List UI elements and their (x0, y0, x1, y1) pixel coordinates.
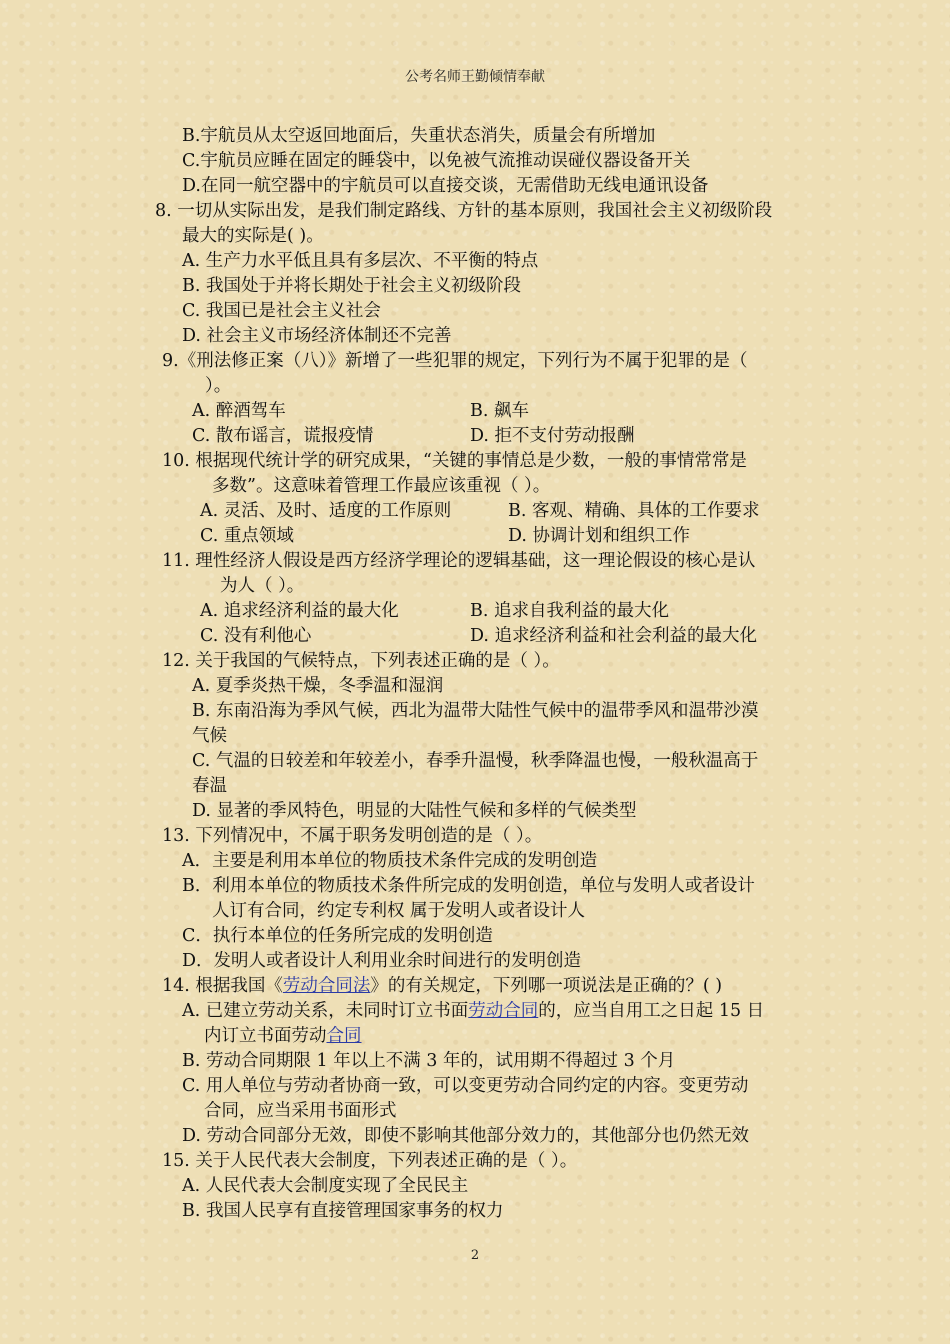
option-line: 春温 (192, 776, 227, 796)
option-line: A. 夏季炎热干燥，冬季温和湿润 (192, 676, 444, 696)
option-text: A. 已建立劳动关系，未同时订立书面 (182, 1001, 469, 1021)
question-line: 最大的实际是( )。 (182, 226, 324, 246)
question-13: 13. 下列情况中，不属于职务发明创造的是（ ）。 (162, 826, 543, 846)
option-line: A．主要是利用本单位的物质技术条件完成的发明创造 (182, 851, 598, 871)
option-line: A. 醉酒驾车 (192, 401, 286, 421)
option-line: B. 我国处于并将长期处于社会主义初级阶段 (182, 276, 521, 296)
option-line: A. 生产力水平低且具有多层次、不平衡的特点 (182, 251, 539, 271)
option-line: 人订有合同，约定专利权 属于发明人或者设计人 (212, 901, 586, 921)
option-line: D. 劳动合同部分无效，即使不影响其他部分效力的，其他部分也仍然无效 (182, 1126, 750, 1146)
option-line: C. 散布谣言，谎报疫情 (192, 426, 374, 446)
question-line: 多数”。这意味着管理工作最应该重视（ ）。 (212, 476, 551, 496)
option-line: 合同，应当采用书面形式 (204, 1101, 397, 1121)
option-text: 的，应当自用工之日起 15 日 (538, 1001, 765, 1021)
question-9: 9.《刑法修正案（八）》新增了一些犯罪的规定，下列行为不属于犯罪的是（ (162, 351, 748, 371)
option-line: B. 追求自我利益的最大化 (470, 601, 669, 621)
option-line: B. 飙车 (470, 401, 529, 421)
question-text: 》的有关规定，下列哪一项说法是正确的？( ) (370, 976, 723, 996)
question-line: ）。 (205, 376, 232, 396)
option-line: 气候 (192, 726, 227, 746)
option-line: C. 气温的日较差和年较差小，春季升温慢，秋季降温也慢，一般秋温高于 (192, 751, 759, 771)
option-line: A. 灵活、及时、适度的工作原则 (200, 501, 452, 521)
question-text: 14. 根据我国《 (162, 976, 283, 996)
option-line: C. 用人单位与劳动者协商一致，可以变更劳动合同约定的内容。变更劳动 (182, 1076, 749, 1096)
option-line: D. 显著的季风特色，明显的大陆性气候和多样的气候类型 (192, 801, 637, 821)
option-line: B．利用本单位的物质技术条件所完成的发明创造，单位与发明人或者设计 (182, 876, 755, 896)
labor-contract-law-link[interactable]: 劳动合同法 (282, 976, 371, 996)
option-line: B. 东南沿海为季风气候，西北为温带大陆性气候中的温带季风和温带沙漠 (192, 701, 759, 721)
option-line: C. 重点领域 (200, 526, 294, 546)
option-line: A. 追求经济利益的最大化 (200, 601, 399, 621)
option-line: B. 劳动合同期限 1 年以上不满 3 年的，试用期不得超过 3 个月 (182, 1051, 676, 1071)
option-line: C.宇航员应睡在固定的睡袋中，以免被气流推动误碰仪器设备开关 (182, 151, 691, 171)
option-line (182, 999, 764, 1023)
contract-link[interactable]: 合同 (326, 1026, 362, 1046)
option-line: D. 协调计划和组织工作 (508, 526, 691, 546)
option-line: B.宇航员从太空返回地面后，失重状态消失，质量会有所增加 (182, 126, 656, 146)
question-12: 12. 关于我国的气候特点，下列表述正确的是（ ）。 (162, 651, 560, 671)
option-line: D. 追求经济利益和社会利益的最大化 (470, 626, 758, 646)
question-15: 15. 关于人民代表大会制度，下列表述正确的是（ ）。 (162, 1151, 578, 1171)
option-line: D. 社会主义市场经济体制还不完善 (182, 326, 452, 346)
option-line: B. 客观、精确、具体的工作要求 (508, 501, 760, 521)
option-line: D. 拒不支付劳动报酬 (470, 426, 635, 446)
question-14 (162, 974, 722, 998)
page-number: 2 (470, 1248, 480, 1263)
question-10: 10. 根据现代统计学的研究成果，“关键的事情总是少数，一般的事情常常是 (162, 451, 747, 471)
page-header: 公考名师王勤倾情奉献 (405, 69, 545, 85)
option-line: C. 我国已是社会主义社会 (182, 301, 381, 321)
option-line: C．执行本单位的任务所完成的发明创造 (182, 926, 493, 946)
option-line: A. 人民代表大会制度实现了全民民主 (182, 1176, 469, 1196)
question-11: 11. 理性经济人假设是西方经济学理论的逻辑基础，这一理论假设的核心是认 (162, 551, 756, 571)
option-text: 内订立书面劳动 (204, 1026, 327, 1046)
option-line: D.在同一航空器中的宇航员可以直接交谈，无需借助无线电通讯设备 (182, 176, 709, 196)
question-line: 为人（ ）。 (220, 576, 305, 596)
labor-contract-link[interactable]: 劳动合同 (468, 1001, 539, 1021)
option-line: C. 没有利他心 (200, 626, 312, 646)
question-8: 8. 一切从实际出发，是我们制定路线、方针的基本原则，我国社会主义初级阶段 (155, 201, 773, 221)
option-line: D．发明人或者设计人利用业余时间进行的发明创造 (182, 951, 582, 971)
option-line: B. 我国人民享有直接管理国家事务的权力 (182, 1201, 504, 1221)
option-line (204, 1024, 362, 1048)
